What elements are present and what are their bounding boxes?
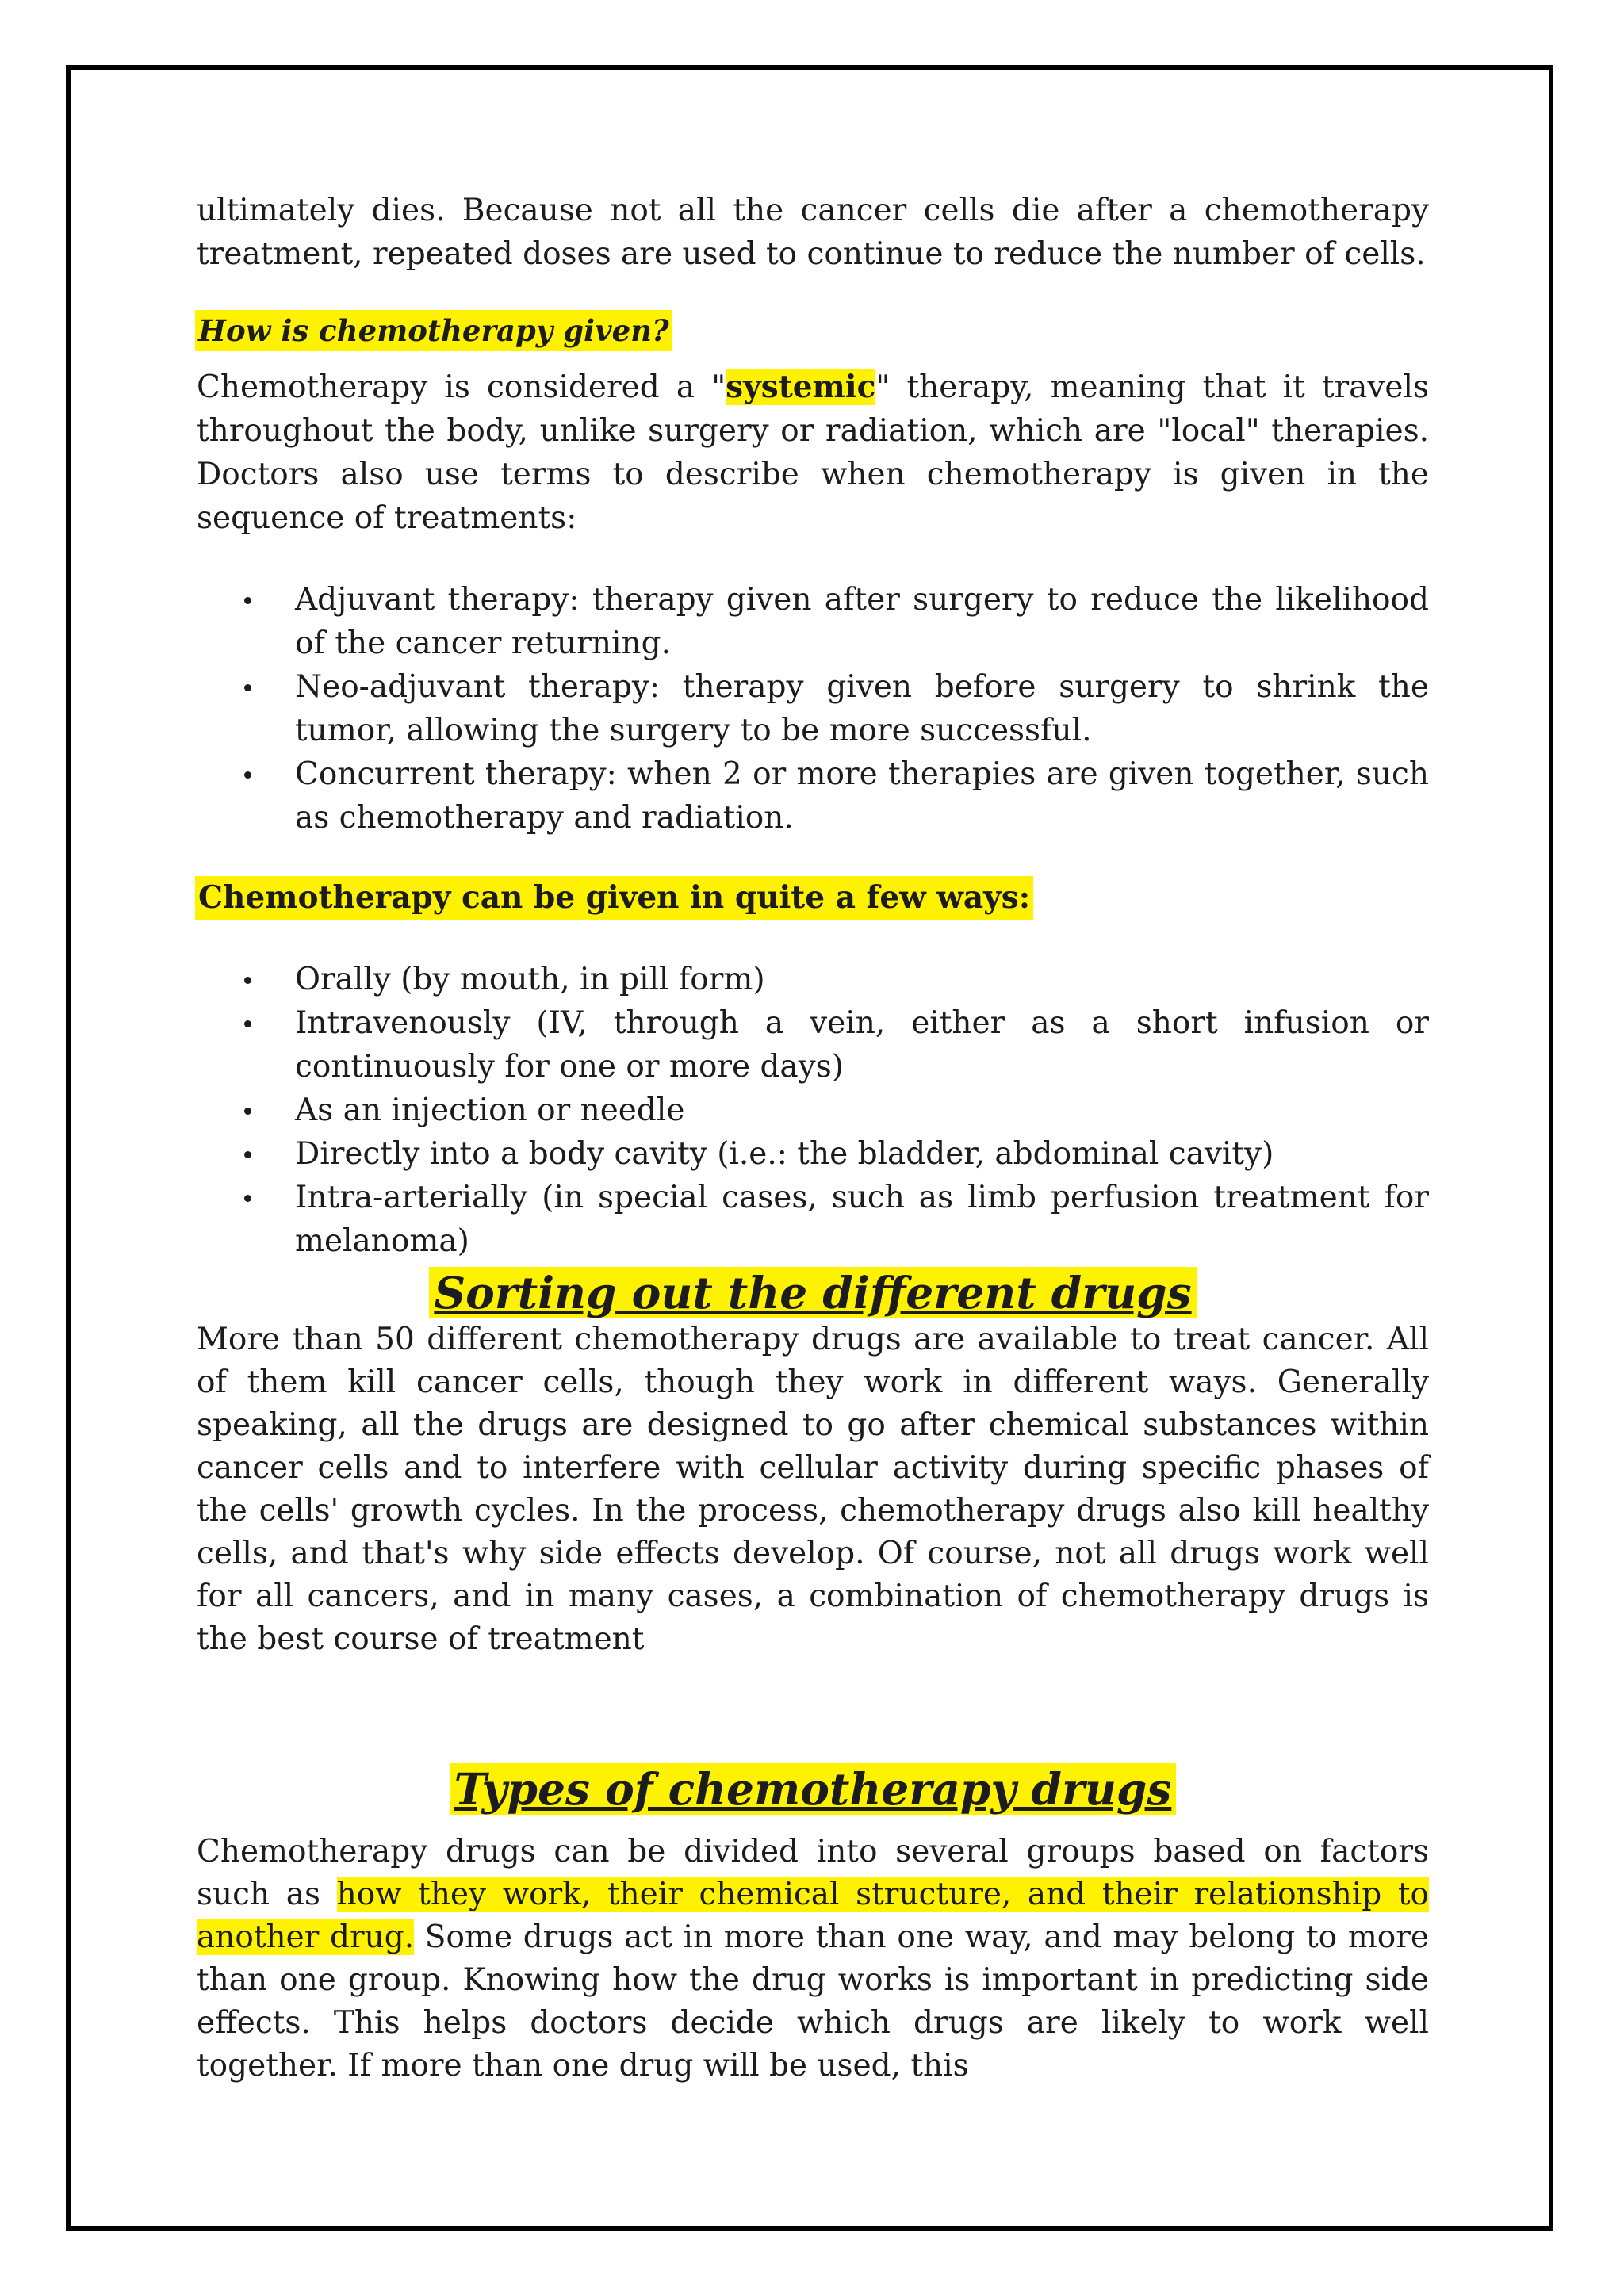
list-item: Concurrent therapy: when 2 or more therapies are given together, such as chemotherapy and radiation.: [295, 752, 1429, 840]
paragraph-sorting: More than 50 different chemotherapy drugs are available to treat cancer. All of them kill cancer cells, though they work in different ways. Generally speaking, all the drugs are designed to go after chemical substances within cancer cells and to interfere with cellular activity during specific phases of the cells' growth cycles. In the process, chemotherapy drugs also kill healthy cells, and that's why side effects develop. Of course, not all drugs work well for all cancers, and in many cases, a combination of chemotherapy drugs is the best course of treatment: [197, 1322, 1429, 1657]
list-item: Directly into a body cavity (i.e.: the bladder, abdominal cavity): [295, 1132, 1429, 1176]
list-item: As an injection or needle: [295, 1089, 1429, 1132]
paragraph-systemic: Chemotherapy is considered a "systemic" therapy, meaning that it travels throughout the body, unlike surgery or radiation, which are "local" therapies. Doctors also use terms to describe when chemotherapy is given in the sequence of treatments:: [197, 369, 1429, 536]
heading-sorting: Sorting out the different drugs: [197, 1268, 1429, 1318]
document-body: [197, 189, 1429, 2087]
list-item: Intravenously (IV, through a vein, either as a short infusion or continuously for one or more days): [295, 1001, 1429, 1089]
list-item: Adjuvant therapy: therapy given after surgery to reduce the likelihood of the cancer returning.: [295, 578, 1429, 665]
list-item: Neo-adjuvant therapy: therapy given before surgery to shrink the tumor, allowing the surgery to be more successful.: [295, 665, 1429, 752]
paragraph-intro: ultimately dies. Because not all the cancer cells die after a chemotherapy treatment, repeated doses are used to continue to reduce the number of cells.: [197, 193, 1429, 272]
list-item: Orally (by mouth, in pill form): [295, 958, 1429, 1001]
subheading-ways: Chemotherapy can be given in quite a few ways:: [195, 876, 1033, 920]
sequence-list: [197, 578, 1429, 840]
paragraph-types: Chemotherapy drugs can be divided into several groups based on factors such as how they work, their chemical structure, and their relationship to another drug. Some drugs act in more than one way, and may belong to more than one group. Knowing how the drug works is important in predicting side effects. This helps doctors decide which drugs are likely to work well together. If more than one drug will be used, this: [197, 1834, 1429, 2084]
list-item: Intra-arterially (in special cases, such as limb perfusion treatment for melanoma): [295, 1176, 1429, 1263]
highlight-how-they-work: how they work, their chemical structure, and their relationship to another drug.: [197, 1877, 1429, 1955]
highlight-systemic: systemic: [726, 369, 876, 405]
ways-list: [197, 958, 1429, 1263]
subheading-how-given: How is chemotherapy given?: [195, 310, 672, 351]
heading-types: Types of chemotherapy drugs: [197, 1764, 1429, 1815]
